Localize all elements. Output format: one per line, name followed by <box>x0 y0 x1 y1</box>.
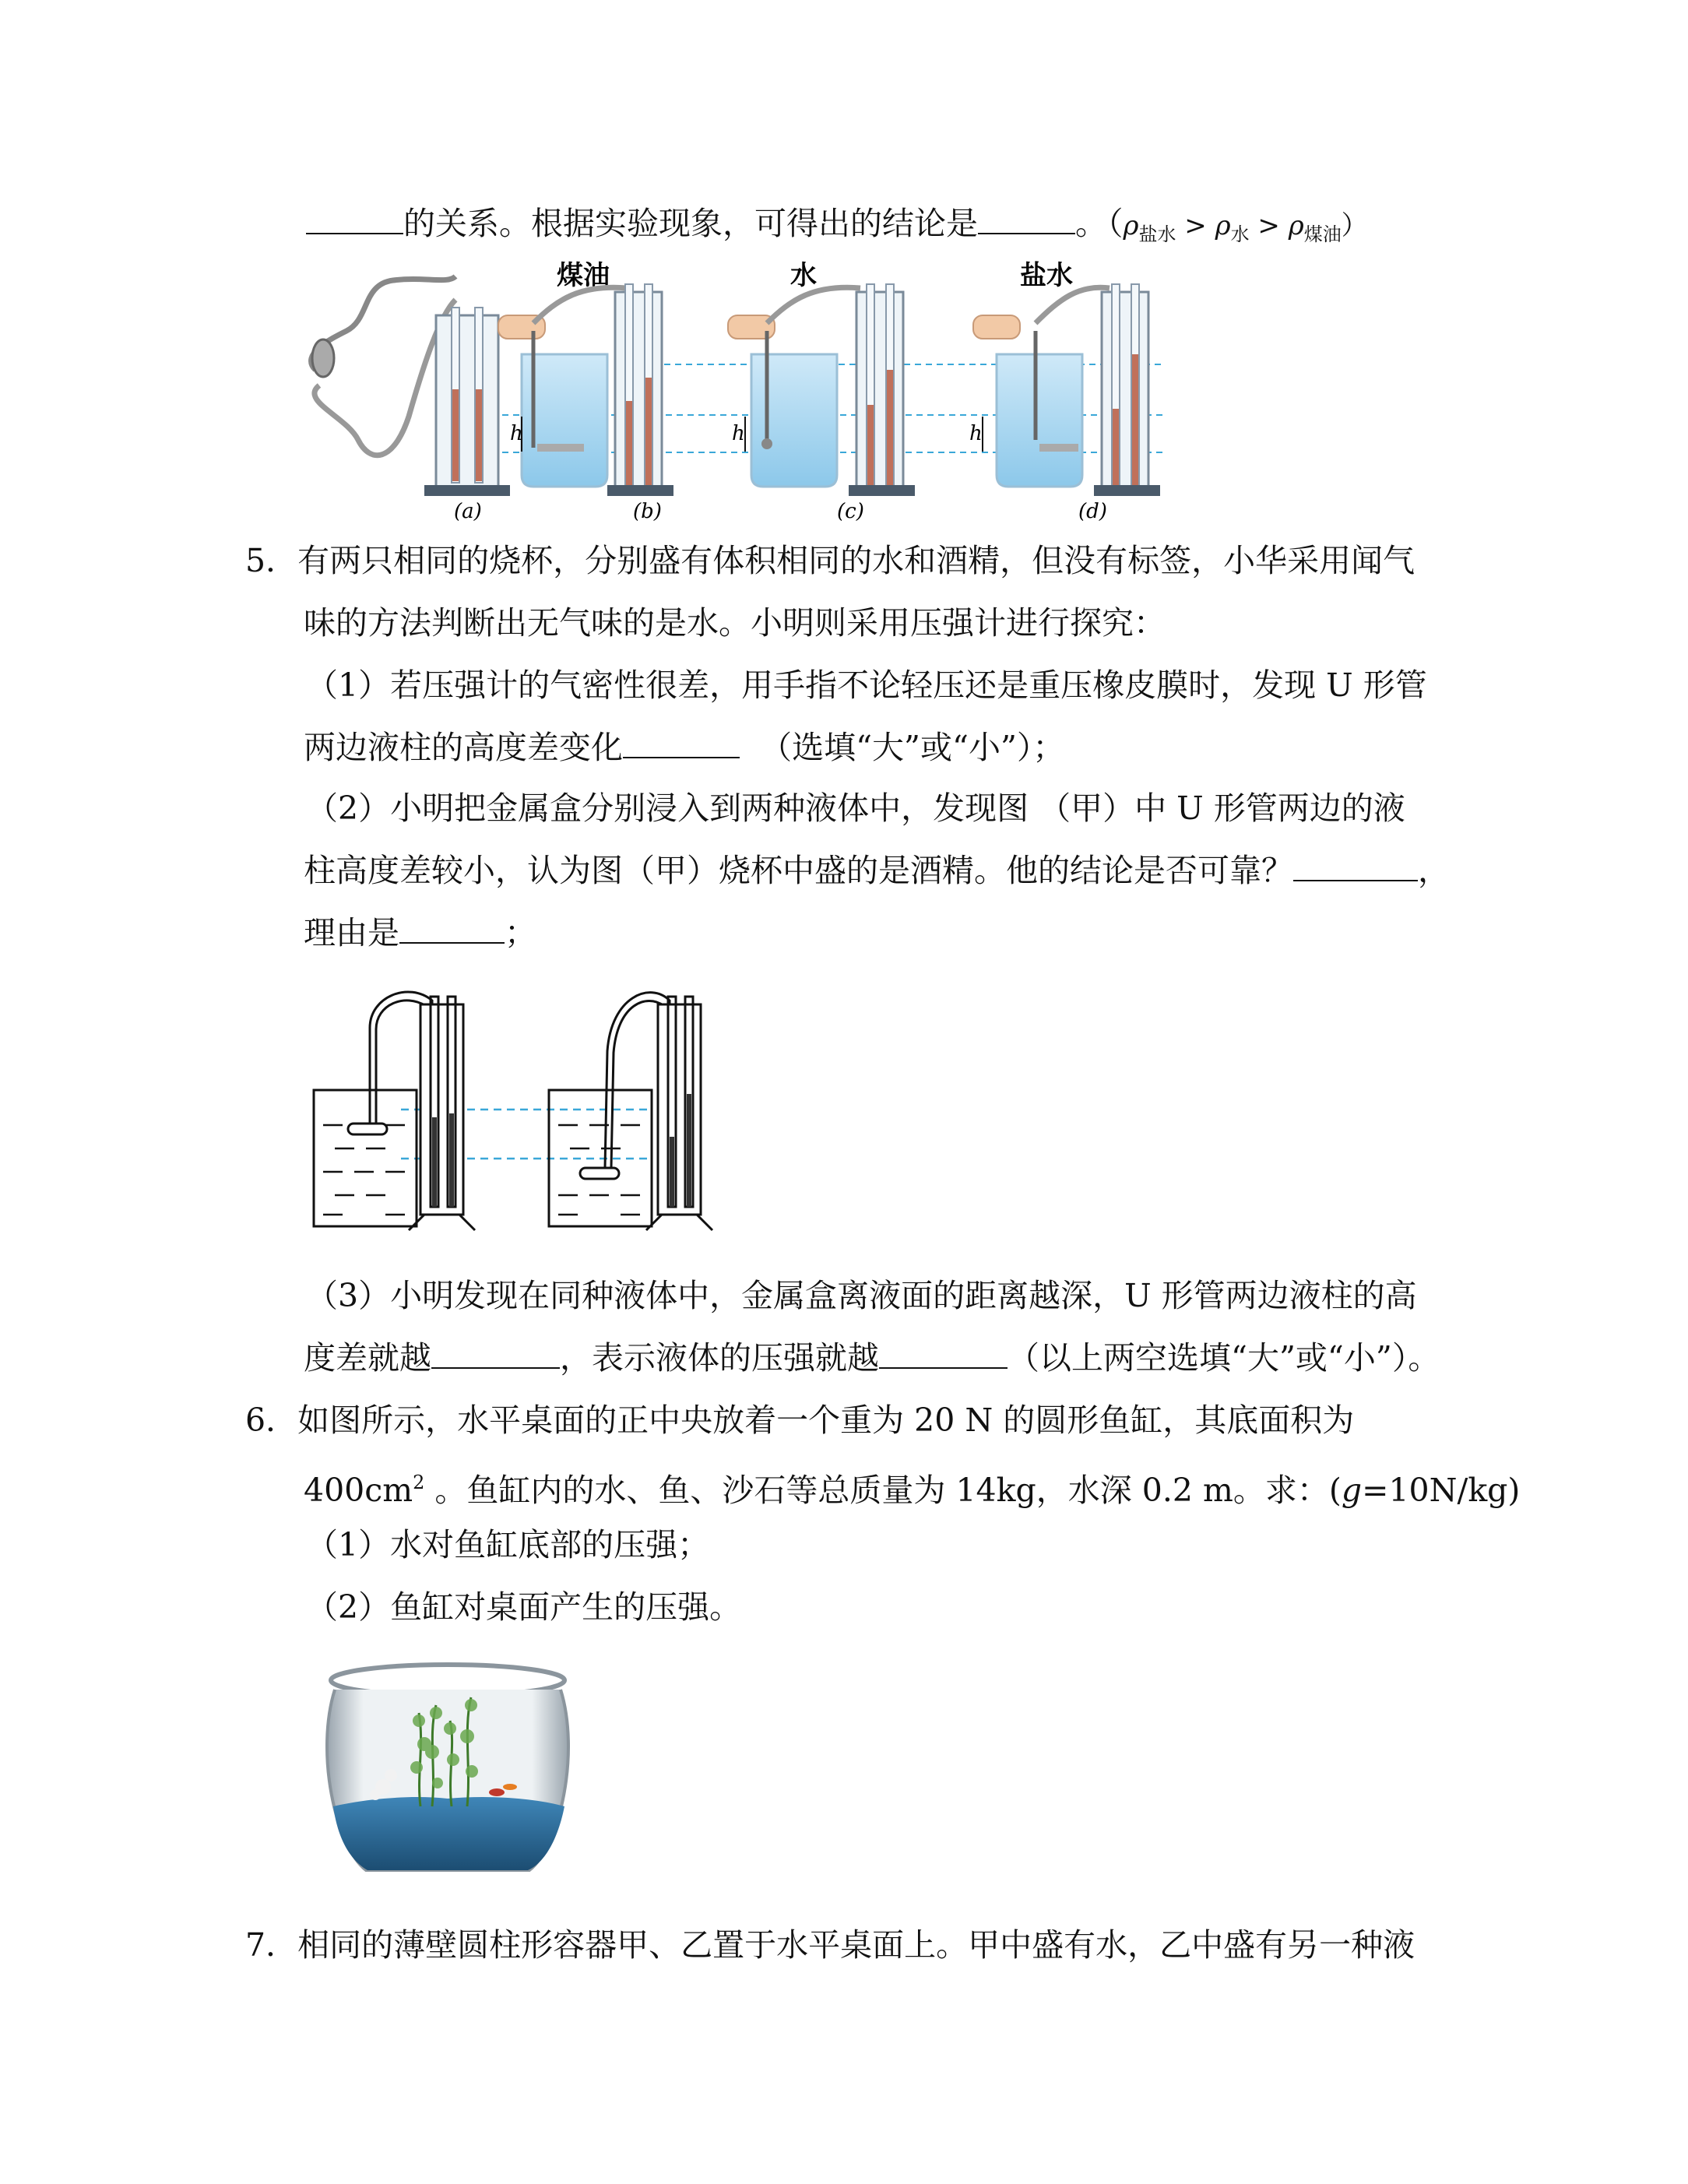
pressure-gauge-figure <box>300 261 1172 522</box>
svg-text:h: h <box>510 422 523 445</box>
q5-part3-b: 度差就越 ，表示液体的压强就越 （以上两空选填“大”或“小”）。 <box>304 1336 1440 1380</box>
q5-part2-b: 柱高度差较小，认为图（甲）烧杯中盛的是酒精。他的结论是否可靠？ ， <box>304 849 1450 892</box>
q6-line-2: $400cm^2$ 。鱼缸内的水、鱼、沙石等总质量为 14kg，水深 0.2 m。求：(g=10N/kg) <box>304 1472 1521 1509</box>
gauge-a <box>311 276 510 522</box>
svg-text:(c): (c) <box>837 500 864 522</box>
answer-blank[interactable] <box>623 726 740 758</box>
svg-text:煤油: 煤油 <box>557 261 610 291</box>
answer-blank[interactable] <box>431 1336 560 1369</box>
svg-text:h: h <box>969 422 983 445</box>
q5-part2-c: 理由是 ； <box>304 911 536 955</box>
svg-text:盐水: 盐水 <box>1020 261 1073 291</box>
answer-blank[interactable] <box>978 202 1075 234</box>
gauge-right <box>646 997 712 1230</box>
svg-text:(b): (b) <box>633 500 662 522</box>
svg-text:h: h <box>732 422 745 445</box>
q6-line-1: 6．如图所示，水平桌面的正中央放着一个重为 20 N 的圆形鱼缸，其底面积为 <box>245 1401 1355 1439</box>
q5-line-1: 5．有两只相同的烧杯，分别盛有体积相同的水和酒精，但没有标签，小华采用闻气 <box>245 542 1415 579</box>
answer-blank[interactable] <box>1293 849 1418 881</box>
beaker-d <box>969 261 1160 522</box>
q4-conclusion-line: 的关系。根据实验现象，可得出的结论是 。$(\rho_{盐水} > \rho_水 > \rho_{煤油})$ <box>306 202 1368 256</box>
two-beakers-figure <box>308 981 744 1238</box>
q6-sub-2: （2）鱼缸对桌面产生的压强。 <box>306 1588 742 1626</box>
svg-text:(a): (a) <box>454 500 482 522</box>
q5-part2-a: （2）小明把金属盒分别浸入到两种液体中，发现图 （甲）中 U 形管两边的液 <box>306 790 1405 827</box>
fishbowl-photo <box>319 1658 576 1884</box>
answer-blank[interactable] <box>399 911 505 944</box>
svg-text:(d): (d) <box>1078 500 1107 522</box>
q5-part1-a: （1）若压强计的气密性很差，用手指不论轻压还是重压橡皮膜时，发现 U 形管 <box>306 666 1427 704</box>
q5-part3-a: （3）小明发现在同种液体中，金属盒离液面的距离越深，U 形管两边液柱的高 <box>306 1277 1417 1314</box>
q6-sub-1: （1）水对鱼缸底部的压强； <box>306 1526 710 1563</box>
answer-blank[interactable] <box>306 202 403 234</box>
q5-line-2: 味的方法判断出无气味的是水。小明则采用压强计进行探究： <box>304 604 1166 642</box>
q7-line-1: 7．相同的薄壁圆柱形容器甲、乙置于水平桌面上。甲中盛有水，乙中盛有另一种液 <box>245 1926 1415 1964</box>
beaker-b <box>498 261 673 522</box>
beaker-c <box>728 261 915 522</box>
q5-part1-b: 两边液柱的高度差变化 （选填“大”或“小”）； <box>304 726 1064 769</box>
answer-blank[interactable] <box>879 1336 1008 1369</box>
gauge-left <box>409 997 475 1230</box>
svg-text:水: 水 <box>790 261 817 291</box>
